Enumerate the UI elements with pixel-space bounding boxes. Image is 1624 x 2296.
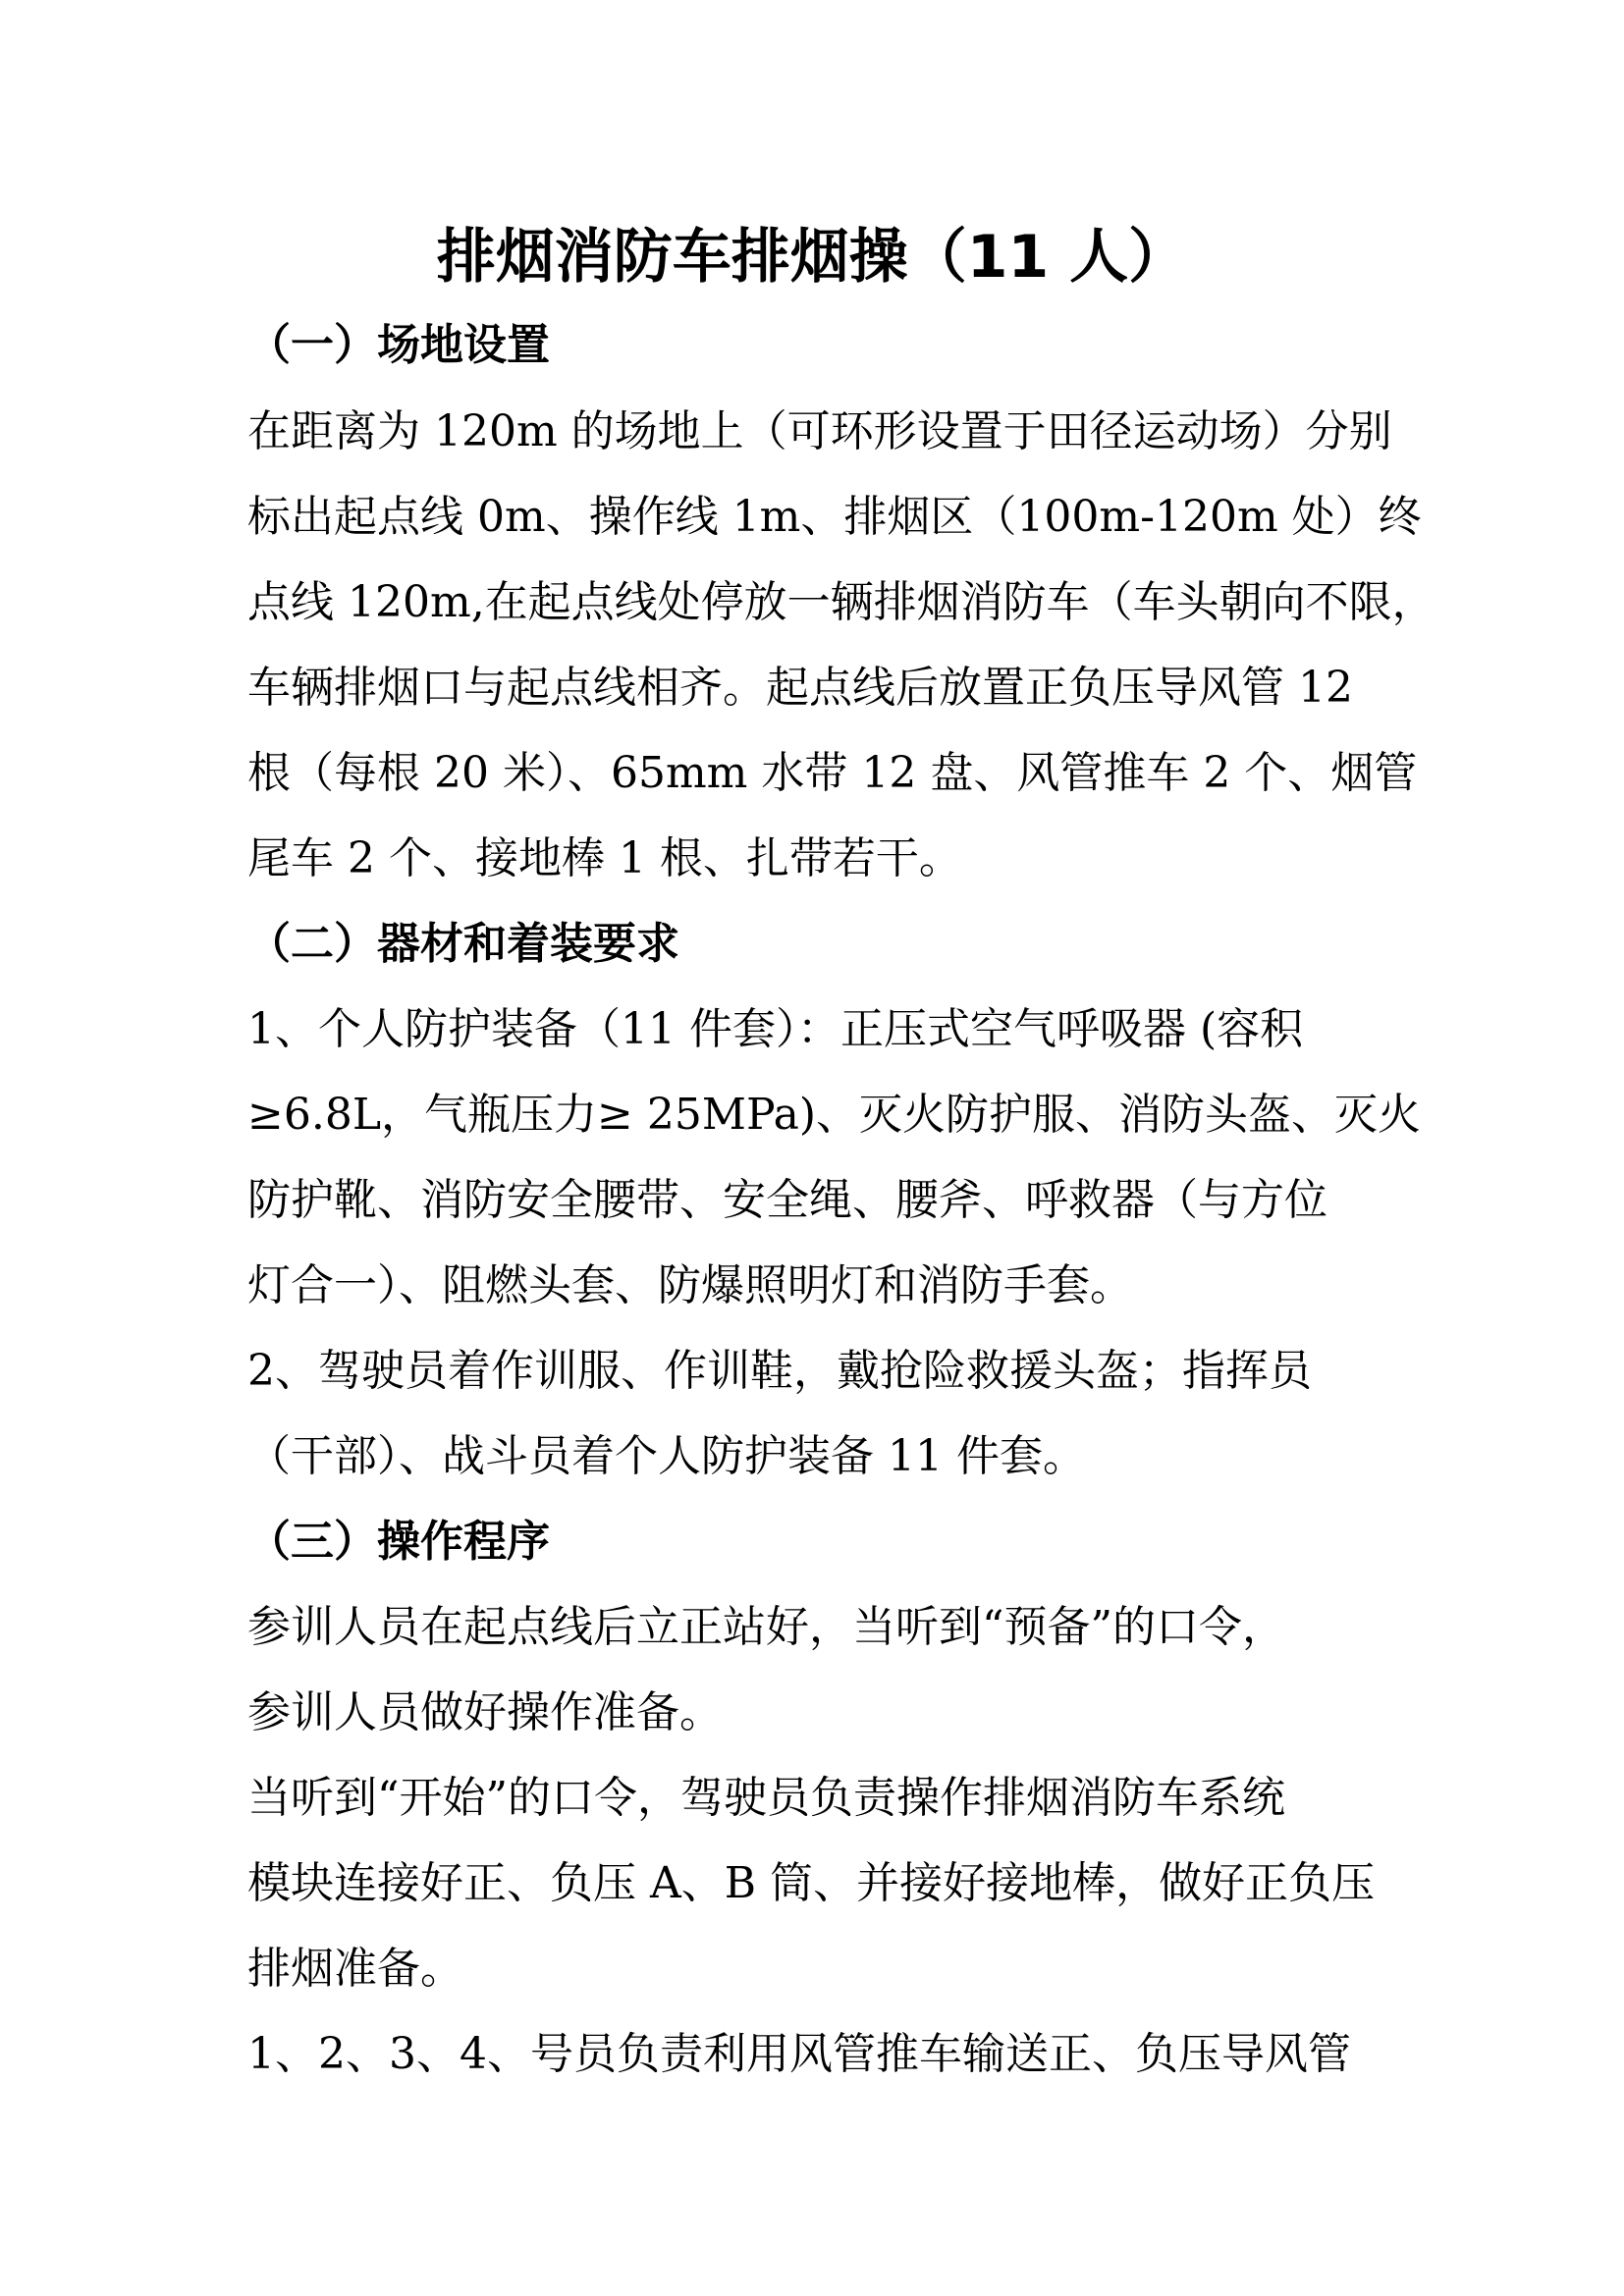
document-title: 排烟消防车排烟操（11 人） <box>436 223 1188 292</box>
paragraph-line: 1、2、3、4、号员负责利用风管推车输送正、负压导风管 <box>247 2029 1351 2079</box>
paragraph-line: 模块连接好正、负压 A、B 筒、并接好接地棒，做好正负压 <box>247 1858 1376 1908</box>
paragraph-line: 当听到“开始”的口令，驾驶员负责操作排烟消防车系统 <box>247 1773 1285 1823</box>
paragraph-line: 根（每根 20 米）、65mm 水带 12 盘、风管推车 2 个、烟管 <box>247 748 1418 798</box>
paragraph-line: 防护靴、消防安全腰带、安全绳、腰斧、呼救器（与方位 <box>247 1175 1327 1225</box>
paragraph-line: 点线 120m,在起点线处停放一辆排烟消防车（车头朝向不限， <box>247 577 1435 627</box>
paragraph-line: 参训人员做好操作准备。 <box>247 1687 723 1737</box>
paragraph-line: 尾车 2 个、接地棒 1 根、扎带若干。 <box>247 833 962 883</box>
paragraph-line: 标出起点线 0m、操作线 1m、排烟区（100m-120m 处）终 <box>247 492 1422 542</box>
section-heading-procedure: （三）操作程序 <box>247 1517 550 1567</box>
paragraph-line: 排烟准备。 <box>247 1944 463 1994</box>
paragraph-line: ≥6.8L，气瓶压力≥ 25MPa)、灭火防护服、消防头盔、灭火 <box>247 1090 1421 1140</box>
section-heading-site-setup: （一）场地设置 <box>247 320 550 370</box>
paragraph-line: 灯合一）、阻燃头套、防爆照明灯和消防手套。 <box>247 1260 1133 1310</box>
paragraph-line: （干部）、战斗员着个人防护装备 11 件套。 <box>247 1431 1086 1481</box>
section-heading-equipment: （二）器材和着装要求 <box>247 919 679 969</box>
paragraph-line: 车辆排烟口与起点线相齐。起点线后放置正负压导风管 12 <box>247 663 1353 713</box>
paragraph-line: 2、驾驶员着作训服、作训鞋，戴抢险救援头盔；指挥员 <box>247 1346 1312 1396</box>
paragraph-line: 1、个人防护装备（11 件套）：正压式空气呼吸器 (容积 <box>247 1004 1304 1054</box>
paragraph-line: 参训人员在起点线后立正站好，当听到“预备”的口令， <box>247 1602 1285 1652</box>
paragraph-line: 在距离为 120m 的场地上（可环形设置于田径运动场）分别 <box>247 406 1392 456</box>
